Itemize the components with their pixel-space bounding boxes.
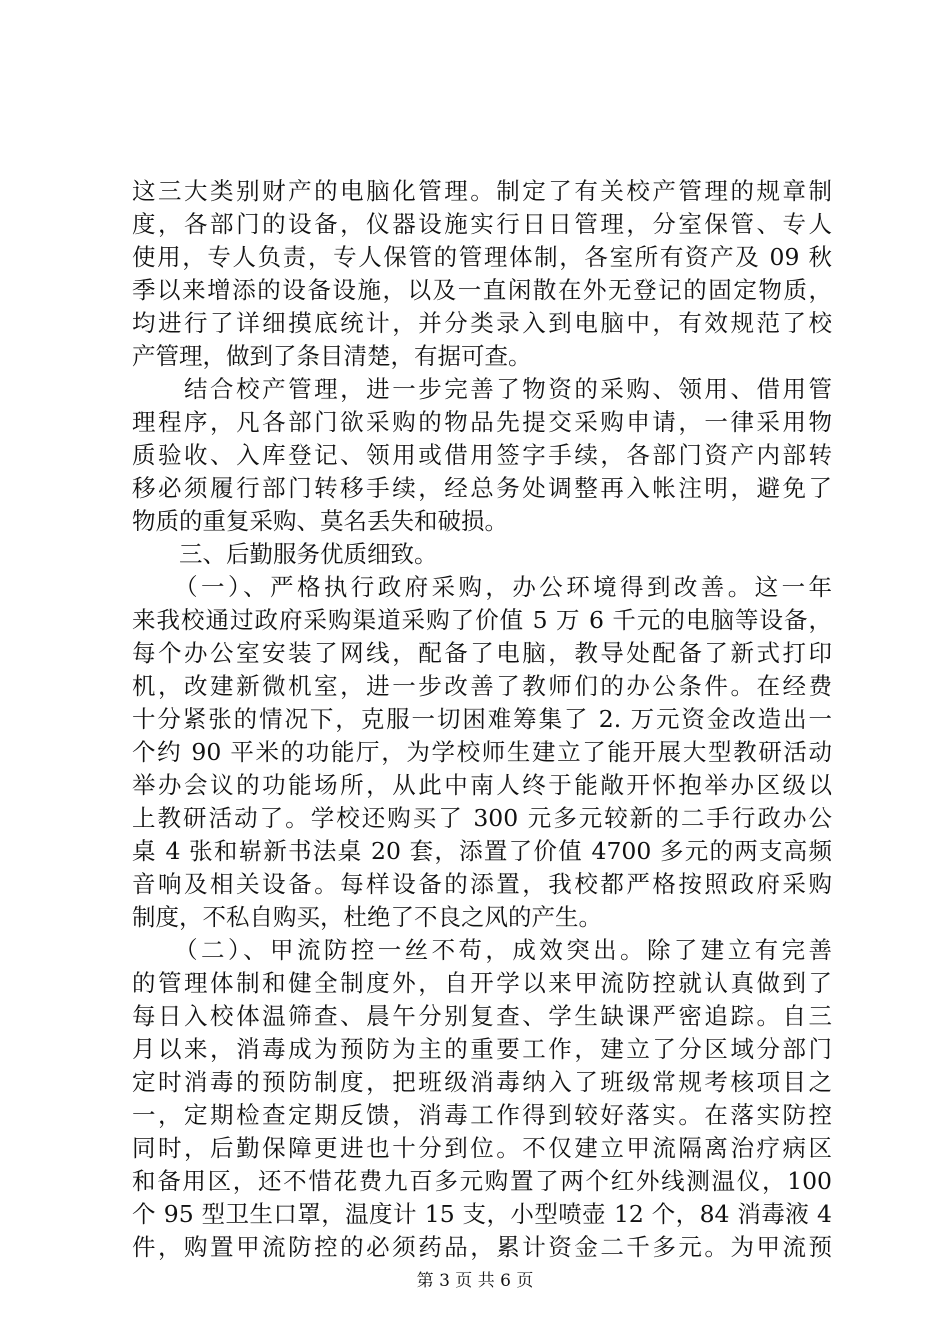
text-line: 件，购置甲流防控的必须药品，累计资金二千多元。为甲流预 xyxy=(132,1233,832,1261)
text-line: 十分紧张的情况下，克服一切困难筹集了 2. 万元资金改造出一 xyxy=(132,705,832,733)
text-line: 一，定期检查定期反馈，消毒工作得到较好落实。在落实防控 xyxy=(132,1101,832,1129)
text-line: 理程序，凡各部门欲采购的物品先提交采购申请，一律采用物 xyxy=(132,408,832,436)
text-line: 每日入校体温筛查、晨午分别复查、学生缺课严密追踪。自三 xyxy=(132,1002,832,1030)
text-line: 举办会议的功能场所，从此中南人终于能敞开怀抱举办区级以 xyxy=(132,771,832,799)
text-line: 和备用区，还不惜花费九百多元购置了两个红外线测温仪，100 xyxy=(132,1167,832,1195)
text-line: 音响及相关设备。每样设备的添置，我校都严格按照政府采购 xyxy=(132,870,832,898)
text-line: 月以来，消毒成为预防为主的重要工作，建立了分区域分部门 xyxy=(132,1035,832,1063)
text-line: 的管理体制和健全制度外，自开学以来甲流防控就认真做到了 xyxy=(132,969,832,997)
text-line: 结合校产管理，进一步完善了物资的采购、领用、借用管 xyxy=(132,375,832,403)
text-line: 机，改建新微机室，进一步改善了教师们的办公条件。在经费 xyxy=(132,672,832,700)
text-line: 使用，专人负责，专人保管的管理体制，各室所有资产及 09 秋 xyxy=(132,243,832,271)
text-line: 产管理，做到了条目清楚，有据可查。 xyxy=(132,342,532,370)
text-line: 上教研活动了。学校还购买了 300 元多元较新的二手行政办公 xyxy=(132,804,832,832)
text-line: 这三大类别财产的电脑化管理。制定了有关校产管理的规章制 xyxy=(132,177,832,205)
text-line: 桌 4 张和崭新书法桌 20 套，添置了价值 4700 多元的两支高频 xyxy=(132,837,832,865)
text-line: 定时消毒的预防制度，把班级消毒纳入了班级常规考核项目之 xyxy=(132,1068,832,1096)
text-line: 移必须履行部门转移手续，经总务处调整再入帐注明，避免了 xyxy=(132,474,832,502)
text-line: 个 95 型卫生口罩，温度计 15 支，小型喷壶 12 个，84 消毒液 4 xyxy=(132,1200,832,1228)
section-heading: 三、后勤服务优质细致。 xyxy=(132,540,438,568)
text-line: 度，各部门的设备，仪器设施实行日日管理，分室保管、专人 xyxy=(132,210,832,238)
text-line: 质验收、入库登记、领用或借用签字手续，各部门资产内部转 xyxy=(132,441,832,469)
page-footer: 第 3 页 共 6 页 xyxy=(416,1271,534,1291)
text-line: 物质的重复采购、莫名丢失和破损。 xyxy=(132,507,508,535)
text-line: 个约 90 平米的功能厅，为学校师生建立了能开展大型教研活动 xyxy=(132,738,832,766)
text-line: 每个办公室安装了网线，配备了电脑，教导处配备了新式打印 xyxy=(132,639,832,667)
text-line: （一）、严格执行政府采购，办公环境得到改善。这一年 xyxy=(132,573,832,601)
text-line: 同时，后勤保障更进也十分到位。不仅建立甲流隔离治疗病区 xyxy=(132,1134,832,1162)
text-line: （二）、甲流防控一丝不苟，成效突出。除了建立有完善 xyxy=(132,936,832,964)
text-line: 季以来增添的设备设施，以及一直闲散在外无登记的固定物质， xyxy=(132,276,832,304)
text-line: 制度，不私自购买，杜绝了不良之风的产生。 xyxy=(132,903,602,931)
text-line: 来我校通过政府采购渠道采购了价值 5 万 6 千元的电脑等设备， xyxy=(132,606,832,634)
text-line: 均进行了详细摸底统计，并分类录入到电脑中，有效规范了校 xyxy=(132,309,832,337)
